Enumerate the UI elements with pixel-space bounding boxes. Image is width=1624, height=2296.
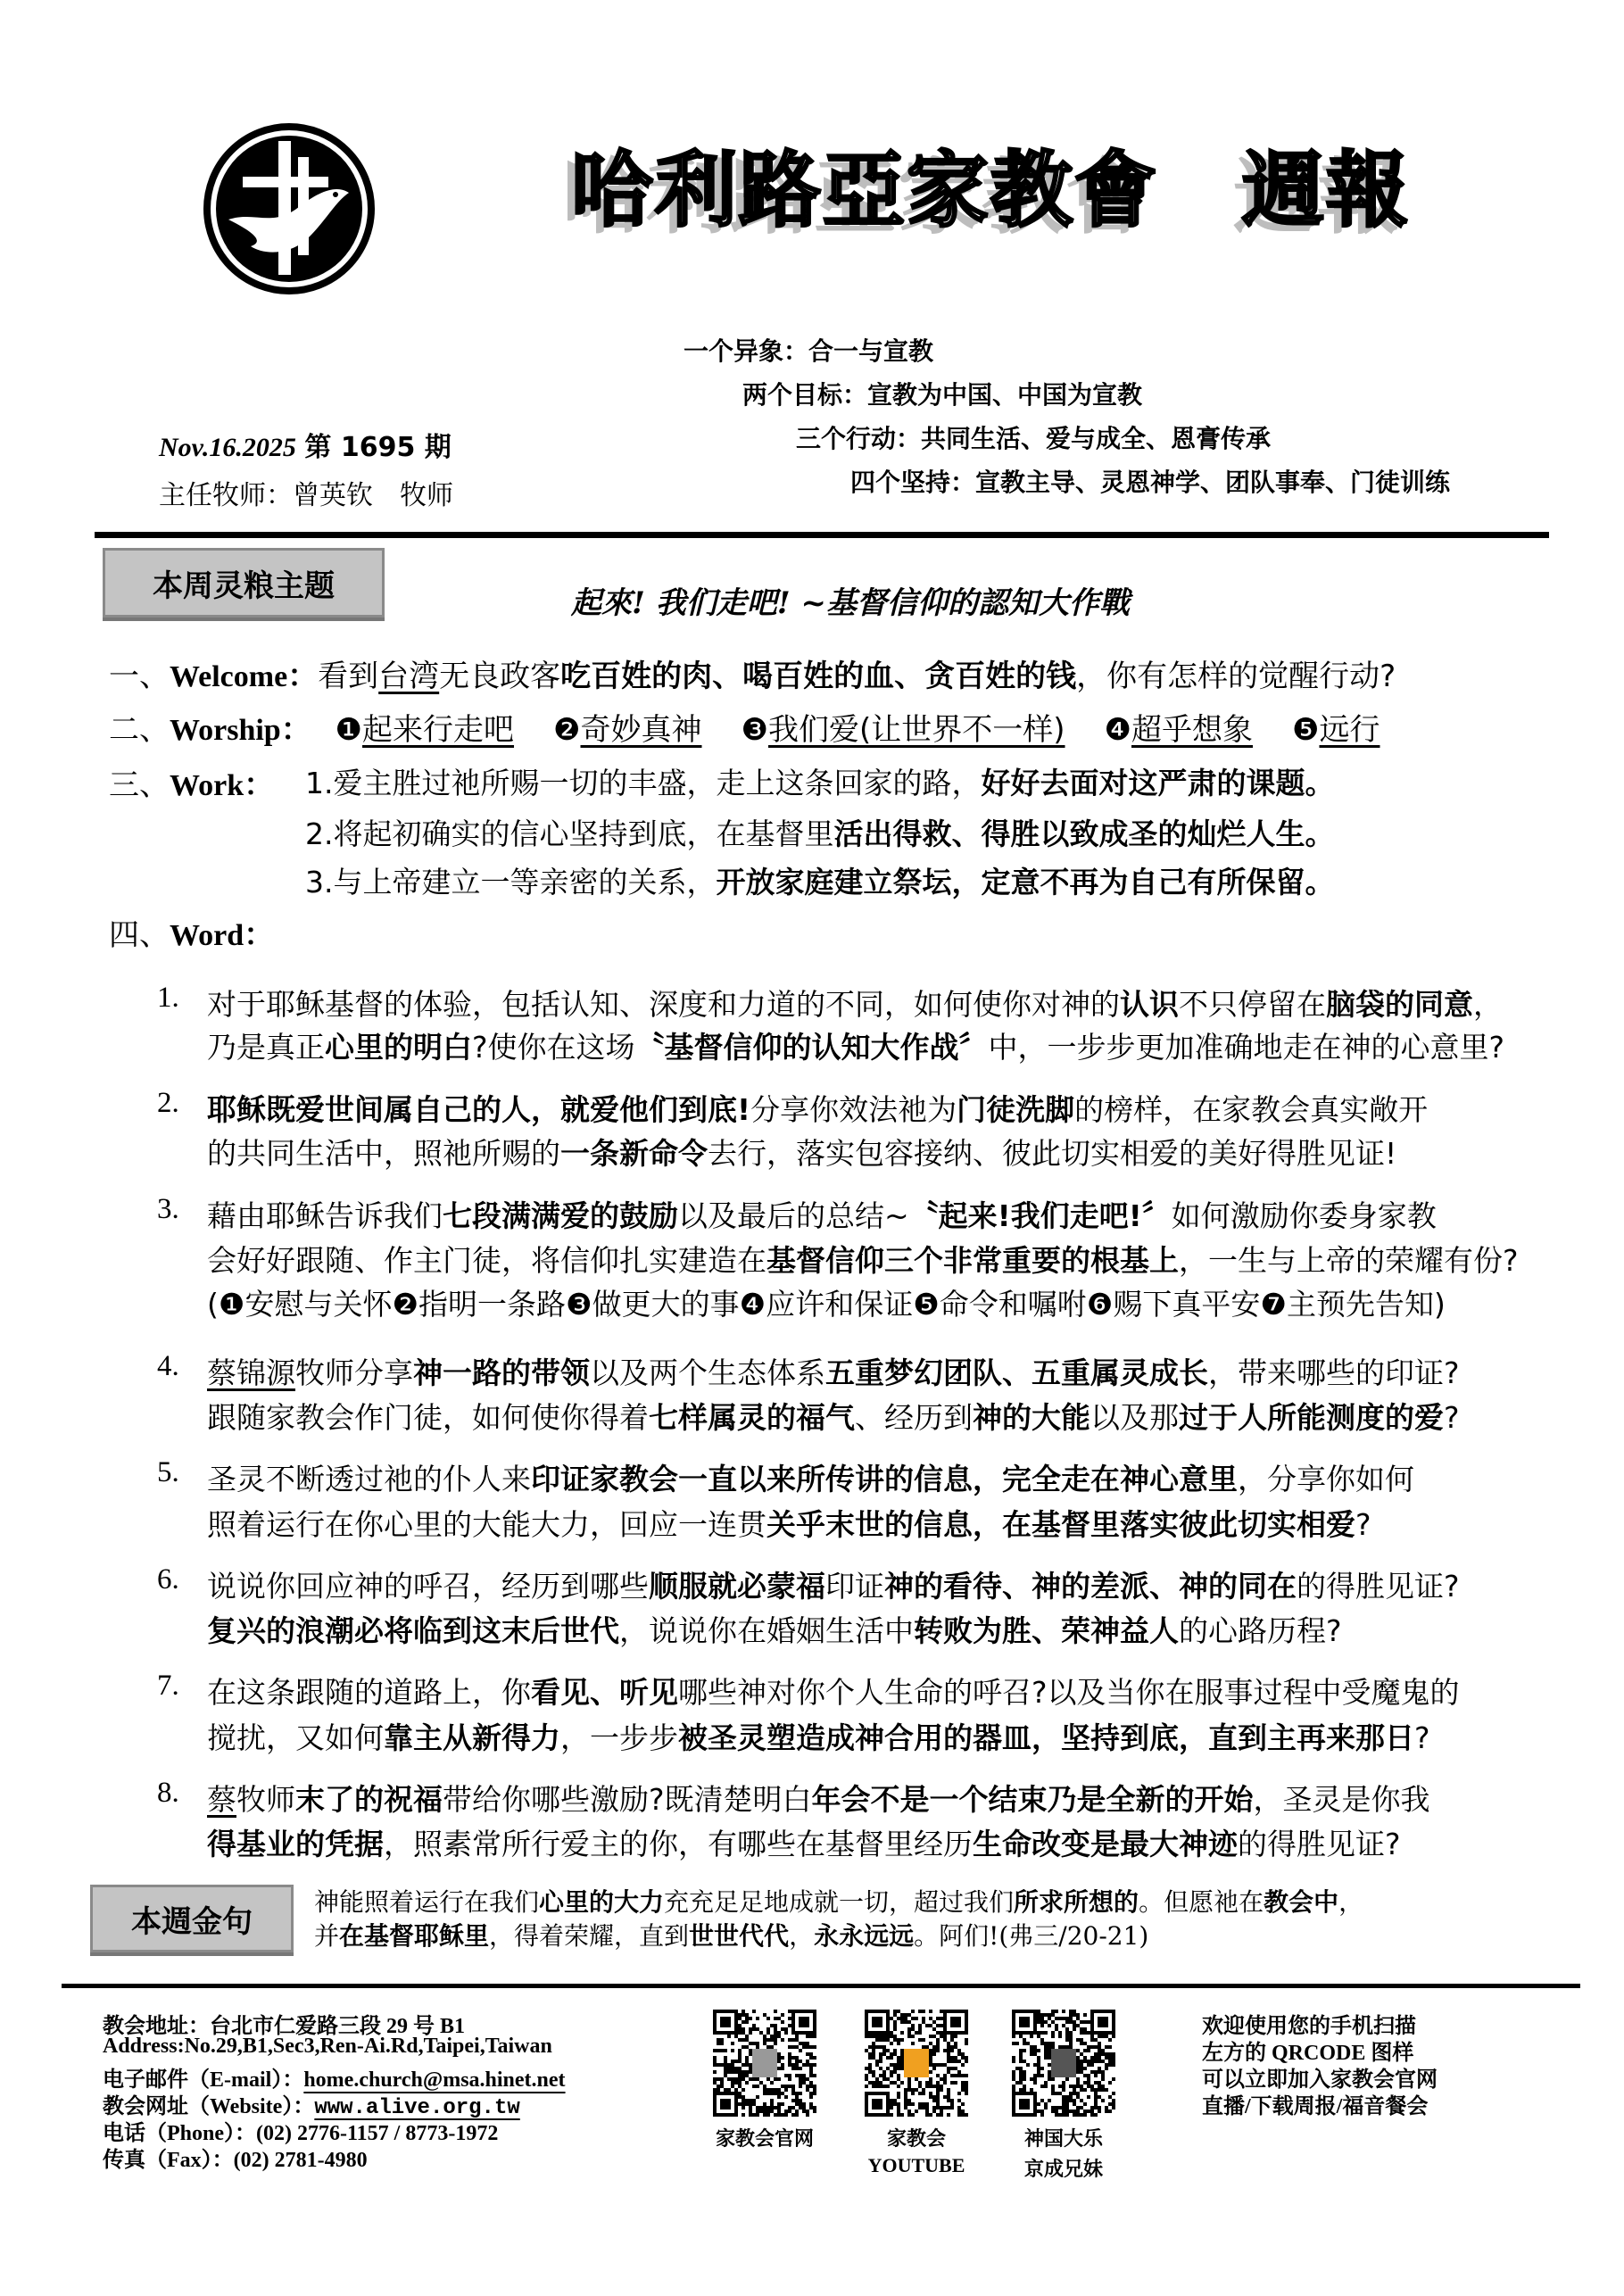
work-point-3 [305,859,1335,901]
work-point-1 [305,760,1335,802]
text-segment: 分享你效法祂为 [750,1092,957,1127]
qr-label: 家教会 [886,2127,946,2150]
section-lead: Worship： [170,714,311,747]
song-number-badge: ❷ [553,712,581,748]
text-segment: 如何激励你委身家教 [1171,1198,1437,1233]
text-segment: 充充足足地成就一切，超过我们 [664,1887,1015,1917]
text-segment: ? [1414,1720,1430,1755]
text-segment: 永永远远 [814,1921,915,1951]
text-segment: 心里的大力 [539,1887,665,1917]
text-segment: 看见、听见 [531,1675,678,1710]
qr-code[interactable] [865,2010,968,2117]
text-segment: 耶稣既爱世间属自己的人，就爱他们到底! [207,1092,751,1127]
text-segment: 中，一步步更加准确地走在神的心意里? [988,1030,1505,1065]
text-segment: 神能照着运行在我们 [314,1887,540,1917]
text-segment: 在这条跟随的道路上，你 [207,1675,531,1710]
website-label: 教会网址（Website）： [103,2095,315,2118]
text-segment: 并 [314,1921,340,1951]
motto-vision: 一个异象：合一与宣教 [684,336,934,366]
section-lead: Welcome： [170,660,319,693]
address-en: Address:No.29,B1,Sec3,Ren-Ai.Rd,Taipei,Taiwan [103,2035,552,2058]
text-segment: 。阿们!(弗三/20-21) [914,1921,1149,1951]
youtube-icon [865,2010,968,2117]
song-item [553,712,701,748]
question-number: 8. [157,1777,179,1809]
question-line [207,982,1503,1024]
text-segment: ，圣灵是你我 [1253,1782,1430,1817]
question-number: 1. [157,982,179,1014]
text-segment: 神的看待、神的差派、神的同在 [884,1569,1297,1604]
address-cn: 教会地址：台北市仁爱路三段 29 号 B1 [103,2015,466,2038]
text-segment: 年会不是一个结束乃是全新的开始 [811,1782,1254,1817]
text-segment: 的榜样，在家教会真实敞开 [1074,1092,1429,1127]
song-item [1105,712,1253,748]
song-number-badge: ❸ [741,712,768,748]
section-work [109,760,274,804]
email-label: 电子邮件（E-mail）： [103,2068,304,2092]
question-line [207,1608,1342,1650]
text-segment: 无良政客 [439,659,561,694]
text-segment: 七段满满爱的鼓励 [443,1198,678,1233]
text-segment: 印证 [825,1569,884,1604]
qr-code[interactable] [1012,2010,1115,2117]
text-segment: 转败为胜、荣神益人 [914,1613,1179,1648]
globe-icon [713,2010,816,2117]
question-line [207,1821,1401,1863]
qr-label: YOUTUBE [867,2154,965,2176]
text-segment: ， [1473,987,1503,1022]
text-segment: 在基督耶稣里 [339,1921,490,1951]
song-number-badge: ❺ [1292,712,1320,748]
verse-label: 本週金句 [131,1903,253,1940]
text-segment: 的得胜见证? [1297,1569,1460,1604]
section-word [109,910,274,954]
song-title: 远行 [1319,712,1380,748]
text-segment: 不只停留在 [1179,987,1326,1022]
section-lead: Work： [170,769,275,802]
qr-label: 家教会官网 [715,2127,814,2150]
text-segment: 的心路历程? [1179,1613,1342,1648]
text-segment: 乃是真正 [207,1030,325,1065]
text-segment: 带给你哪些激励?既清楚明白 [443,1782,812,1817]
text-segment: 被圣灵塑造成神合用的器皿，坚持到底，直到主再来那日 [678,1720,1414,1755]
question-number: 5. [157,1456,179,1488]
issue-date: Nov.16.2025 [159,433,296,462]
question-line [207,1715,1430,1757]
song-item [742,712,1065,748]
song-item [336,712,514,748]
text-segment: 藉由耶稣告诉我们 [207,1198,443,1233]
question-number: 6. [157,1563,179,1596]
text-segment: 照着运行在你心里的大能大力，回应一连贯 [207,1507,766,1542]
text-segment: 2.将起初确实的信心坚持到底，在基督里 [305,816,834,851]
scan-text-1: 欢迎使用您的手机扫描 [1202,2015,1416,2038]
email-link[interactable]: home.church@msa.hinet.net [303,2068,566,2092]
text-segment: ，带来哪些的印证? [1208,1355,1460,1390]
section-welcome [109,651,1396,695]
qr-label: 京成兄妹 [1023,2158,1103,2180]
text-segment: 开放家庭建立祭坛，定意不再为自己有所保留。 [716,865,1335,899]
fax: 传真（Fax）：(02) 2781-4980 [103,2149,368,2172]
question-line [207,1350,1460,1392]
text-segment: 吃百姓的肉、喝百姓的血、贪百姓的钱 [560,659,1077,694]
question-line [207,1238,1519,1280]
question-line [207,1670,1460,1712]
text-segment: ，说说你在婚姻生活中 [619,1613,914,1648]
theme-label-box [103,548,385,618]
text-segment: 复兴的浪潮必将临到这末后世代 [207,1613,619,1648]
newsletter-title: 哈利路亞家教會 週報 [571,143,1411,238]
text-segment: 看到 [318,659,379,694]
header-divider [95,532,1549,538]
phone: 电话（Phone）：(02) 2776-1157 / 8773-1972 [103,2122,499,2145]
text-segment: ，分享你如何 [1238,1462,1414,1496]
pastor-name: 主任牧师：曾英钦 牧师 [159,480,453,511]
text-segment: 以及那 [1090,1400,1179,1435]
song-title: 起来行走吧 [362,712,515,748]
text-segment: ， [789,1921,815,1951]
text-segment: 印证家教会一直以来所传讲的信息，完全走在神心意里 [531,1462,1238,1496]
motto-commitments: 四个坚持：宣教主导、灵恩神学、团队事奉、门徒训练 [850,468,1451,497]
question-number: 3. [157,1193,179,1225]
motto-goals: 两个目标：宣教为中国、中国为宣教 [742,380,1143,410]
text-segment: 神一路的带领 [413,1355,590,1390]
section-number: 四、 [109,917,170,953]
text-segment: ? [1444,1400,1460,1435]
question-line [207,1502,1371,1544]
text-segment: 〝起来!我们走吧!〞 [908,1198,1172,1233]
verse-line-1 [314,1883,1363,1919]
song-list [321,712,1380,748]
text-segment: 教会中 [1264,1887,1339,1917]
text-segment: 牧师分享 [295,1355,413,1390]
question-line [207,1777,1430,1819]
text-segment: 世世代代 [689,1921,790,1951]
text-segment: 活出得救、得胜以致成圣的灿烂人生。 [833,816,1335,851]
text-segment: 以及两个生态体系 [590,1355,825,1390]
issue-line [159,425,452,464]
text-segment: 得基业的凭据 [207,1827,384,1861]
church-logo [202,121,377,296]
text-segment: 顺服就必蒙福 [649,1569,825,1604]
footer-divider [62,1984,1580,1988]
text-segment: ，一步步 [560,1720,678,1755]
text-segment: ? [1355,1507,1371,1542]
text-segment: 台湾 [378,659,440,694]
text-segment: 哪些神对你个人生命的呼召?以及当你在服事过程中受魔鬼的 [678,1675,1460,1710]
question-line [207,1456,1414,1498]
section-lead: Word： [170,919,275,952]
question-line [207,1131,1396,1173]
qr-code[interactable] [713,2010,816,2117]
theme-label: 本周灵粮主题 [153,568,335,604]
song-number-badge: ❶ [335,712,363,748]
text-segment: 。但愿祂在 [1139,1887,1264,1917]
issue-number: 第 1695 期 [304,432,452,463]
text-segment: ，得着荣耀，直到 [489,1921,690,1951]
qr-label: 神国大乐 [1023,2127,1103,2150]
scan-text-2: 左方的 QRCODE 图样 [1202,2042,1414,2065]
text-segment: 神的大能 [973,1400,1090,1435]
question-line [207,1563,1460,1605]
work-point-2 [305,811,1335,853]
song-title: 我们爱(让世界不一样) [767,712,1065,748]
text-segment: 搅扰，又如何 [207,1720,384,1755]
text-segment: ，你有怎样的觉醒行动? [1076,659,1396,694]
text-segment: 好好去面对这严肃的课题。 [981,766,1335,800]
question-line [207,1193,1437,1235]
question-number: 2. [157,1087,179,1119]
text-segment: 过于人所能测度的爱 [1179,1400,1444,1435]
song-number-badge: ❹ [1104,712,1131,748]
text-segment: 以及最后的总结~ [678,1198,909,1233]
text-segment: 七样属灵的福气 [649,1400,855,1435]
text-segment: 脑袋的同意 [1326,987,1473,1022]
text-segment: 对于耶稣基督的体验，包括认知、深度和力道的不同，如何使你对神的 [207,987,1120,1022]
song-title: 奇妙真神 [580,712,702,748]
section-worship [109,705,1380,749]
website-link[interactable]: www.alive.org.tw [314,2096,520,2120]
text-segment: 靠主从新得力 [384,1720,560,1755]
question-number: 7. [157,1670,179,1702]
welcome-text [318,659,1396,694]
verse-label-box [90,1885,294,1952]
section-number: 一、 [109,659,170,694]
text-segment: (❶安慰与关怀❷指明一条路❸做更大的事❹应许和保证❺命令和嘱咐❻赐下真平安❼主预先告知) [207,1287,1446,1322]
text-segment: 基督信仰三个非常重要的根基上 [766,1243,1179,1278]
text-segment: ?使你在这场 [472,1030,635,1065]
text-segment: ， [1338,1887,1364,1917]
text-segment: ，一生与上帝的荣耀有份? [1179,1243,1519,1278]
text-segment: 圣灵不断透过祂的仆人来 [207,1462,531,1496]
text-segment: 说说你回应神的呼召，经历到哪些 [207,1569,649,1604]
text-segment: 门徒洗脚 [957,1092,1075,1127]
text-segment: ，照素常所行爱主的你，有哪些在基督里经历 [384,1827,973,1861]
question-line [207,1024,1504,1066]
question-line [207,1281,1446,1323]
text-segment: 跟随家教会作门徒，如何使你得着 [207,1400,649,1435]
question-line [207,1087,1428,1129]
scan-text-4: 直播/下载周报/福音餐会 [1202,2095,1429,2118]
song-title: 超乎想象 [1131,712,1253,748]
text-segment: 五重梦幻团队、五重属灵成长 [825,1355,1208,1390]
text-segment: 一条新命令 [560,1136,708,1171]
text-segment: 心里的明白 [325,1030,472,1065]
song-item [1292,712,1380,748]
text-segment: 认识 [1120,987,1179,1022]
text-segment: 牧师 [236,1782,295,1817]
scan-text-3: 可以立即加入家教会官网 [1202,2068,1438,2092]
motto-actions: 三个行动：共同生活、爱与成全、恩膏传承 [796,424,1272,453]
text-segment: 蔡 [207,1782,236,1817]
text-segment: 去行，落实包容接纳、彼此切实相爱的美好得胜见证! [708,1136,1397,1171]
question-number: 4. [157,1350,179,1382]
section-number: 三、 [109,767,170,803]
question-line [207,1395,1460,1437]
text-segment: 末了的祝福 [295,1782,443,1817]
text-segment: 3.与上帝建立一等亲密的关系， [305,865,717,899]
theme-title: 起來! 我们走吧! ~基督信仰的認知大作戰 [571,585,1131,621]
text-segment: 、经历到 [855,1400,973,1435]
text-segment: 的得胜见证? [1238,1827,1401,1861]
text-segment: 〝基督信仰的认知大作战〞 [634,1030,989,1065]
photo-icon [1012,2010,1115,2117]
text-segment: 会好好跟随、作主门徒，将信仰扎实建造在 [207,1243,766,1278]
verse-line-2 [314,1917,1148,1952]
text-segment: 所求所想的 [1014,1887,1139,1917]
text-segment: 关乎末世的信息，在基督里落实彼此切实相爱 [766,1507,1355,1542]
text-segment: 1.爱主胜过祂所赐一切的丰盛，走上这条回家的路， [305,766,982,800]
text-segment: 的共同生活中，照祂所赐的 [207,1136,560,1171]
section-number: 二、 [109,712,170,748]
text-segment: 生命改变是最大神迹 [973,1827,1238,1861]
text-segment: 蔡锦源 [207,1355,295,1390]
